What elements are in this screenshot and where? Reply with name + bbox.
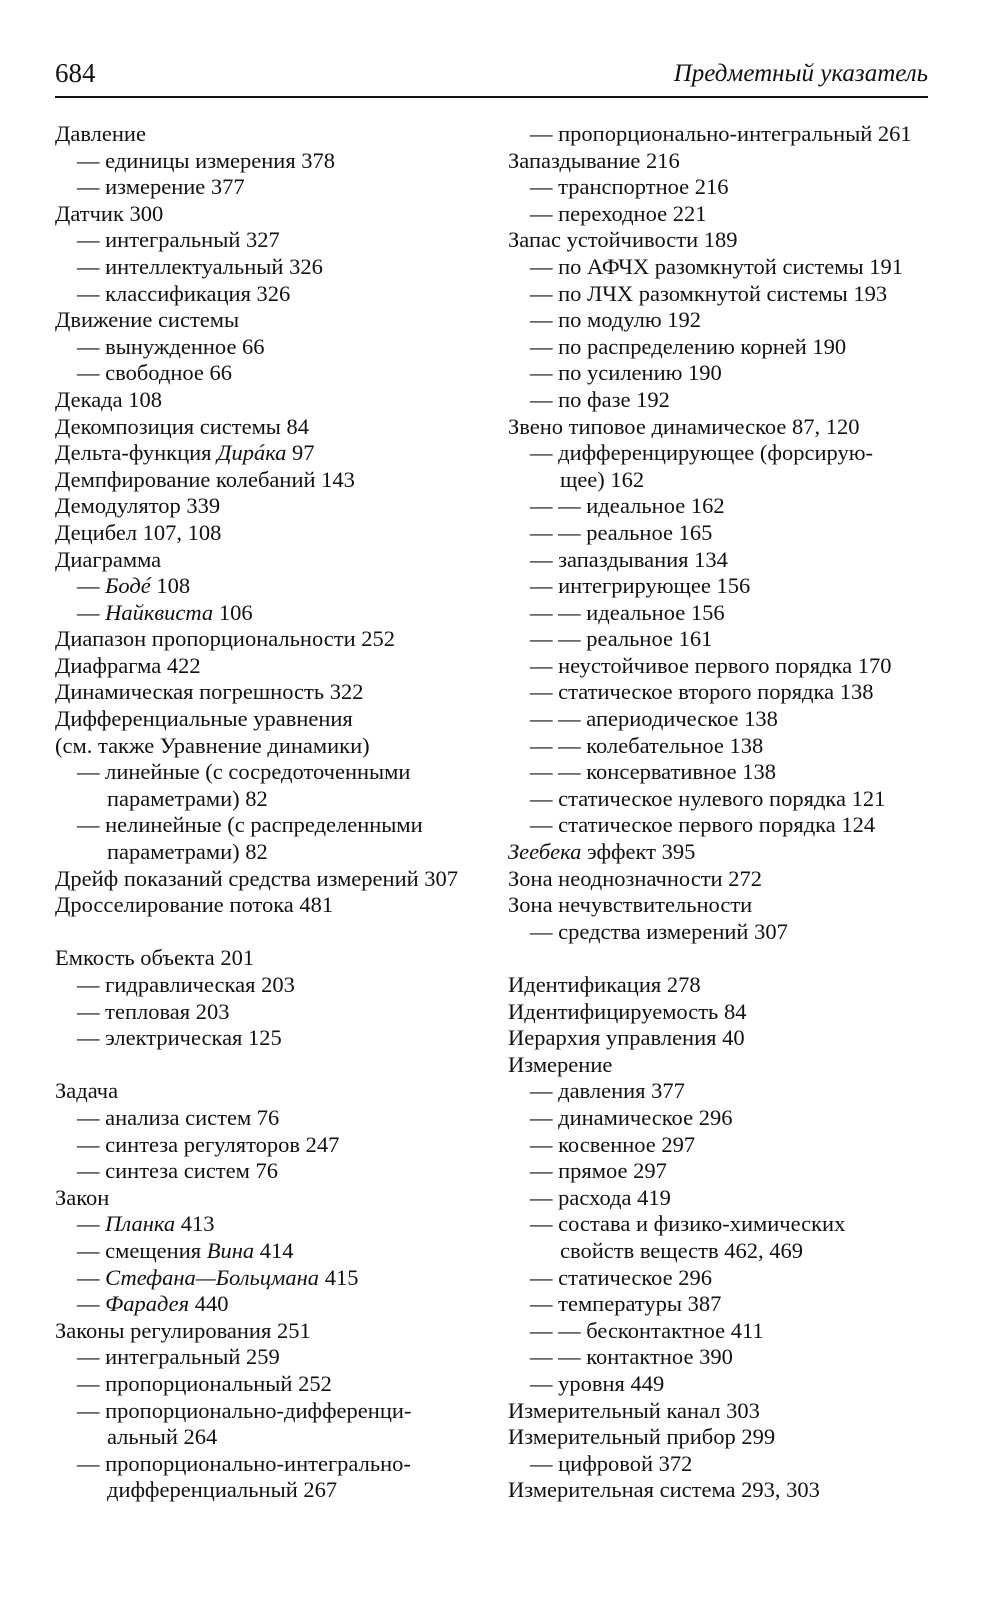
index-subentry: свойств веществ 462, 469	[560, 1237, 803, 1263]
index-entry: Зона нечувствительности	[508, 892, 753, 918]
index-subentry: — динамическое 296	[530, 1104, 733, 1130]
index-subentry: — пропорциональный 252	[77, 1370, 332, 1396]
index-subentry: — пропорционально-интегрально-	[77, 1450, 411, 1476]
index-entry: Задача	[55, 1078, 119, 1104]
index-subentry	[55, 600, 495, 627]
index-subentry: — средства измерений 307	[530, 918, 788, 944]
index-entry: Декада 108	[55, 386, 162, 412]
index-subentry: — интегральный 327	[77, 227, 280, 253]
index-entry: Емкость объекта 201	[55, 945, 255, 971]
index-subentry: — свободное 66	[77, 360, 233, 386]
index-subentry: — интегрирующее 156	[530, 573, 751, 599]
index-subentry: дифференциальный 267	[107, 1477, 338, 1503]
index-entry-text: —	[77, 599, 106, 625]
index-entry-italic-text: Планка	[105, 1211, 176, 1237]
index-entry: Звено типовое динамическое 87, 120	[508, 413, 860, 439]
index-subentry: — статическое первого порядка 124	[530, 812, 876, 838]
index-entry: Измерение	[508, 1051, 613, 1077]
index-subentry: — тепловая 203	[77, 998, 230, 1024]
index-entry: Демпфирование колебаний 143	[55, 466, 355, 492]
index-entry-text: 97	[286, 440, 315, 466]
index-subentry: — дифференцирующее (форсирую-	[530, 440, 874, 466]
index-subentry: — анализа систем 76	[77, 1104, 280, 1130]
index-subentry: — уровня 449	[530, 1370, 665, 1396]
index-subentry: — по распределению корней 190	[530, 333, 847, 359]
section-gap	[55, 919, 495, 946]
index-subentry: — интегральный 259	[77, 1344, 280, 1370]
section-gap	[55, 1052, 495, 1079]
index-subentry: — синтеза регуляторов 247	[77, 1131, 340, 1157]
index-subentry: — пропорционально-интегральный 261	[530, 121, 912, 146]
index-entry-text: —	[77, 1291, 106, 1317]
index-entry-italic-text: Бодé	[105, 573, 151, 599]
index-entry-text: — смещения	[77, 1237, 207, 1263]
index-entry-text: 414	[254, 1237, 294, 1263]
index-entry: Давление	[55, 121, 146, 146]
index-subentry: — пропорционально-дифференци-	[77, 1397, 412, 1423]
index-entry: Измерительный канал 303	[508, 1397, 760, 1423]
index-entry	[508, 839, 948, 866]
index-entry-italic-text: Дирáка	[217, 440, 287, 466]
index-entry-text: Дельта-функция	[55, 440, 218, 466]
index-subentry: параметрами) 82	[107, 785, 268, 811]
index-column-right	[508, 121, 948, 1504]
index-entry-text: —	[77, 1264, 106, 1290]
index-entry: Дифференциальные уравнения	[55, 706, 353, 732]
index-entry: Идентификация 278	[508, 972, 701, 997]
index-subentry: — цифровой 372	[530, 1450, 693, 1476]
index-entry-text: 106	[213, 599, 253, 625]
index-entry: Идентифицируемость 84	[508, 998, 747, 1024]
index-subentry: — переходное 221	[530, 200, 707, 226]
index-subentry: — — идеальное 156	[530, 599, 725, 625]
index-entry	[55, 440, 495, 467]
index-subentry: — прямое 297	[530, 1158, 667, 1184]
index-entry: Зона неоднозначности 272	[508, 865, 762, 891]
index-entry: Датчик 300	[55, 200, 164, 226]
index-subentry: — транспортное 216	[530, 174, 729, 200]
index-subentry: альный 264	[107, 1424, 218, 1450]
page-header	[55, 58, 928, 98]
index-subentry: — неустойчивое первого порядка 170	[530, 652, 892, 678]
index-subentry: — по ЛЧХ разомкнутой системы 193	[530, 280, 888, 306]
index-entry: Диафрагма 422	[55, 652, 201, 678]
index-entry-italic-text: Найквиста	[105, 599, 214, 625]
index-subentry: — измерение 377	[77, 174, 245, 200]
index-subentry: — — реальное 165	[530, 519, 713, 545]
index-subentry: — запаздывания 134	[530, 546, 728, 572]
index-entry: Демодулятор 339	[55, 493, 221, 519]
index-entry: Иерархия управления 40	[508, 1025, 745, 1051]
index-subentry: — по модулю 192	[530, 307, 702, 333]
index-entry-italic-text: Вина	[206, 1237, 255, 1263]
index-entry-text: 413	[175, 1211, 215, 1237]
index-entry-italic-text: Стефана—Больцмана	[105, 1264, 320, 1290]
index-subentry: — по усилению 190	[530, 360, 722, 386]
index-entry: Измерительный прибор 299	[508, 1424, 776, 1450]
index-entry-text: —	[77, 573, 106, 599]
index-subentry: — — консервативное 138	[530, 759, 776, 785]
index-entry: Запас устойчивости 189	[508, 227, 738, 253]
index-column-left	[55, 121, 495, 1504]
index-entry: Диаграмма	[55, 546, 162, 572]
page-number: 684	[55, 58, 96, 88]
index-entry-text: эффект 395	[581, 839, 696, 865]
index-entry-text: 108	[150, 573, 191, 599]
index-entry: Запаздывание 216	[508, 147, 680, 173]
index-subentry: — интеллектуальный 326	[77, 253, 323, 279]
index-subentry	[55, 1238, 495, 1265]
index-subentry: — гидравлическая 203	[77, 972, 295, 997]
index-subentry: — линейные (с сосредоточенными	[77, 759, 411, 785]
index-entry: (см. также Уравнение динамики)	[55, 732, 370, 758]
index-subentry: — синтеза систем 76	[77, 1158, 278, 1184]
index-entry-text: 440	[189, 1291, 229, 1317]
index-subentry: — — идеальное 162	[530, 493, 725, 519]
index-subentry: — единицы измерения 378	[77, 147, 336, 173]
index-subentry: — — апериодическое 138	[530, 706, 778, 732]
index-entry: Декомпозиция системы 84	[55, 413, 310, 439]
header-rule	[55, 96, 928, 98]
running-head: Предметный указатель	[673, 60, 928, 87]
index-subentry: — статическое второго порядка 138	[530, 679, 874, 705]
index-entry: Дросселирование потока 481	[55, 892, 334, 918]
index-entry: Измерительная система 293, 303	[508, 1477, 820, 1503]
index-subentry: щее) 162	[560, 466, 645, 492]
index-subentry: — статическое нулевого порядка 121	[530, 785, 886, 811]
index-entry: Децибел 107, 108	[55, 519, 222, 545]
index-subentry: — — колебательное 138	[530, 732, 764, 758]
index-entry: Диапазон пропорциональности 252	[55, 626, 395, 652]
section-gap	[508, 945, 948, 972]
index-subentry: — — контактное 390	[530, 1344, 733, 1370]
index-subentry	[55, 1265, 495, 1292]
index-subentry	[55, 1291, 495, 1318]
index-subentry: — по АФЧХ разомкнутой системы 191	[530, 253, 904, 279]
index-subentry: — — реальное 161	[530, 626, 713, 652]
index-entry: Дрейф показаний средства измерений 307	[55, 865, 459, 891]
index-entry: Движение системы	[55, 307, 240, 333]
index-entry-italic-text: Зеебека	[508, 839, 582, 865]
index-subentry: — косвенное 297	[530, 1131, 696, 1157]
index-entry: Динамическая погрешность 322	[55, 679, 364, 705]
index-subentry: — статическое 296	[530, 1264, 713, 1290]
index-subentry: — расхода 419	[530, 1184, 671, 1210]
index-subentry: — вынужденное 66	[77, 333, 265, 359]
index-entry-text: —	[77, 1211, 106, 1237]
index-subentry: параметрами) 82	[107, 839, 268, 865]
index-subentry: — температуры 387	[530, 1291, 722, 1317]
index-entry-text: 415	[319, 1264, 359, 1290]
index-entry: Законы регулирования 251	[55, 1317, 311, 1343]
index-entry-italic-text: Фарадея	[105, 1291, 190, 1317]
index-subentry: — состава и физико-химических	[530, 1211, 846, 1237]
index-subentry	[55, 1211, 495, 1238]
index-subentry	[55, 573, 495, 600]
index-subentry: — по фазе 192	[530, 386, 670, 412]
index-subentry: — классификация 326	[77, 280, 291, 306]
index-entry: Закон	[55, 1184, 110, 1210]
index-subentry: — нелинейные (с распределенными	[77, 812, 423, 838]
index-subentry: — электрическая 125	[77, 1025, 282, 1051]
index-subentry: — — бесконтактное 411	[530, 1317, 764, 1343]
index-subentry: — давления 377	[530, 1078, 685, 1104]
